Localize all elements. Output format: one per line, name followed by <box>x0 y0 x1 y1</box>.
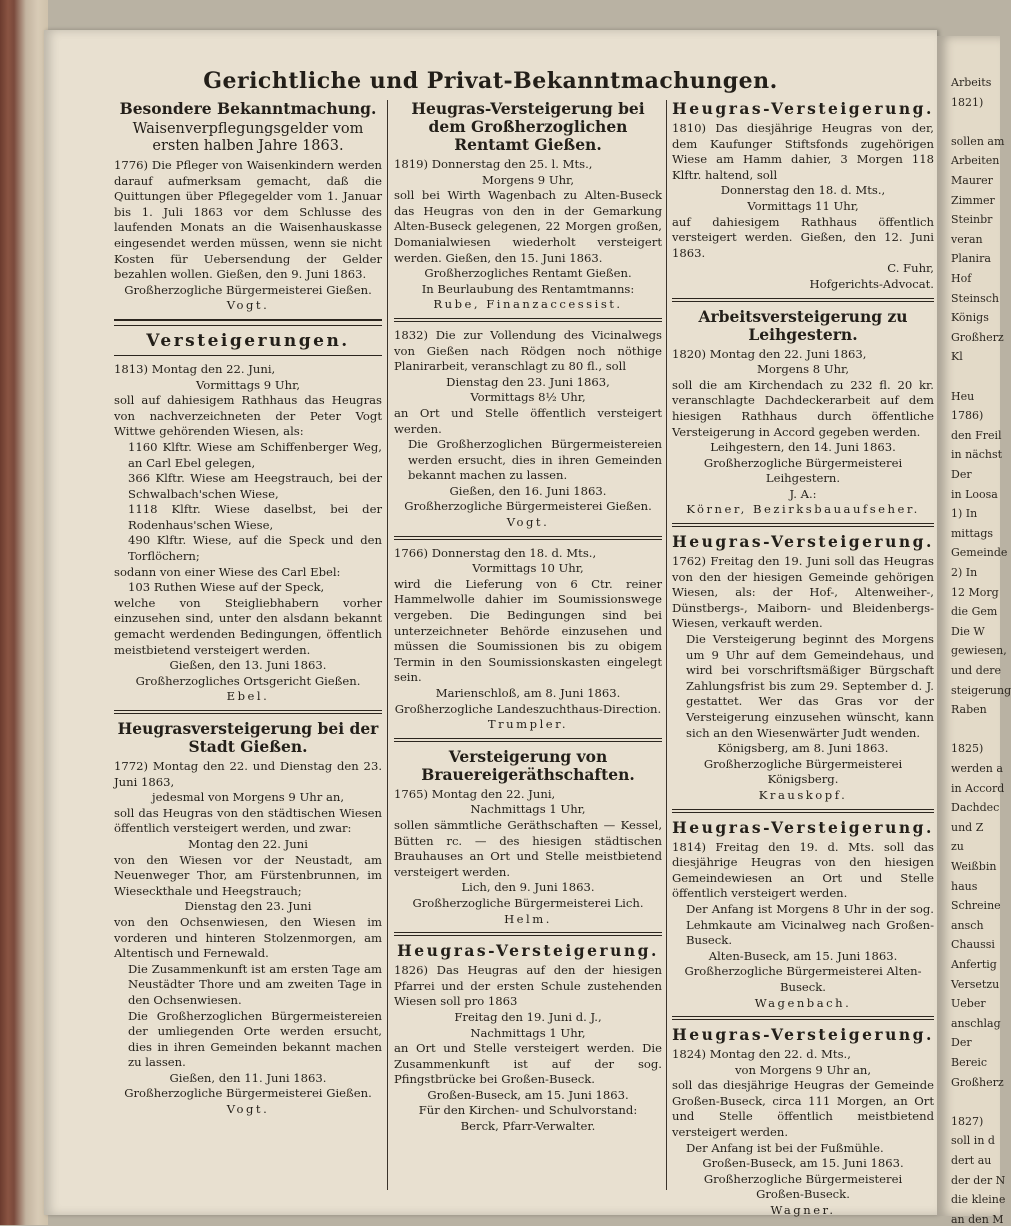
section-rule <box>394 932 662 936</box>
notice-line: Der Anfang ist Morgens 8 Uhr in der sog. Lehmkaute am Vicinalweg nach Großen-Buseck. <box>686 901 934 948</box>
notice-line: Der Anfang ist bei der Fußmühle. <box>686 1140 884 1155</box>
book-binding <box>0 0 48 1225</box>
notice-line: Morgens 8 Uhr, <box>756 362 850 377</box>
notice-signature: Großherzogliche Bürgermeisterei Gießen. <box>124 282 372 297</box>
column-1 <box>114 98 382 1121</box>
notice-line: von den Wiesen vor der Neustadt, am Neuenweger Thor, am Fürstenbrunnen, im Wieseckthale und Heegstrauch; <box>114 852 382 898</box>
notice-line: Dienstag den 23. Juni 1863, <box>446 374 610 389</box>
notice-line: sollen sämmtliche Geräthschaften — Kessel, Bütten rc. — des hiesigen städtischen Brauhauses an Ort und Stelle meistbietend versteigert werden. <box>394 817 662 879</box>
next-page-text: Ueber <box>951 997 986 1011</box>
notice-signature-name: Vogt. <box>506 515 550 530</box>
notice-line: welche von Steigliebhabern vorher einzusehen sind, unter den alsdann bekannt gemacht werdenden Bedingungen, öffentlich meistbietend versteigert werden. <box>114 595 382 657</box>
notice-line: auf dahiesigem Rathhaus öffentlich versteigert werden. Gießen, den 12. Juni 1863. <box>672 214 934 260</box>
next-page-text: den Freil <box>951 428 1002 442</box>
notice-line: an Ort und Stelle versteigert werden. Die Zusammenkunft ist auf der sog. Pfingstbrücke bei Großen-Buseck. <box>394 1041 662 1087</box>
notice-heading: Heugrasversteigerung bei der Stadt Gießen. <box>117 719 379 756</box>
next-page-text: Großherz <box>951 330 1004 344</box>
next-page-text: Kl <box>951 350 963 364</box>
notice-text: 1776) Die Pfleger von Waisenkindern werden darauf aufmerksam gemacht, daß die Quittungen über Pflegegelder vom 1. Januar bis 1. Juli 1863 vor dem Schlusse des laufenden Monats an die Waisenhauskasse eingesendet werden müssen, wenn sie nicht Kosten für Uebersendung der Gelder bezahlen wollen. Gießen, den 9. Juni 1863. <box>114 158 382 282</box>
notice-date: Königsberg, am 8. Juni 1863. <box>717 741 889 756</box>
notice-line: 1772) Montag den 22. und Dienstag den 23. Juni 1863, <box>114 759 382 789</box>
column-2 <box>394 98 662 1138</box>
notice-line: Die Versteigerung beginnt des Morgens um 9 Uhr auf dem Gemeindehaus, und wird bei vorschriftsmäßiger Bürgschaft Zahlungsfrist bis zum 29. September d. J. gestattet. Wer das Gras vor der Versteigerung einzusehen wünscht, kann sich an den Wiesenwärter Judt wenden. <box>686 632 934 740</box>
notice-signature-name: Vogt. <box>226 298 270 313</box>
section-rule <box>114 710 382 714</box>
next-page-text: an den M <box>951 1212 1004 1226</box>
section-rule <box>114 319 382 326</box>
notice-line: 1819) Donnerstag den 25. l. Mts., <box>394 157 593 171</box>
notice-item: 490 Klftr. Wiese, auf die Speck und den Torflöchern; <box>128 533 382 564</box>
notice-item: 1160 Klftr. Wiese am Schiffenberger Weg, an Carl Ebel gelegen, <box>128 439 382 470</box>
notice-grossen-buseck <box>672 1026 934 1219</box>
next-page-text: die Gem <box>951 605 998 619</box>
next-page-text: Arbeiten <box>951 154 1000 168</box>
notice-line: soll auf dahiesigem Rathhaus das Heugras von nachverzeichneten der Peter Vogt Wittwe gehörenden Wiesen, als: <box>114 393 382 439</box>
next-page-text: Königs <box>951 311 989 325</box>
notice-heading: Heugras-Versteigerung. <box>672 99 934 118</box>
next-page-text: Bereic <box>951 1056 988 1069</box>
next-page-text: veran <box>951 232 983 246</box>
notice-signature-name: Vogt. <box>226 1102 270 1117</box>
notice-line: an Ort und Stelle öffentlich versteigert werden. <box>394 405 662 436</box>
notice-item: 1118 Klftr. Wiese daselbst, bei der Rodenhaus'schen Wiese, <box>128 502 382 532</box>
next-page-text: Der <box>951 1036 972 1050</box>
notice-date: Gießen, den 13. Juni 1863. <box>169 658 327 673</box>
next-page-text: in nächst <box>951 448 1003 462</box>
notice-line: Morgens 9 Uhr, <box>481 172 575 187</box>
next-page-text: 12 Morg <box>951 585 999 599</box>
next-page-text: dert au <box>951 1154 992 1167</box>
page-title: Gerichtliche und Privat-Bekanntmachungen. <box>203 68 778 94</box>
notice-signature: J. A.: <box>789 486 817 501</box>
next-page-text: Hof <box>951 272 972 285</box>
notice-signature: Großen-Buseck. <box>756 1187 850 1202</box>
notice-brauerei <box>394 748 662 927</box>
notice-signature-name: Wagner. <box>770 1203 836 1218</box>
next-page-text: Großherz <box>951 1075 1004 1089</box>
notice-line: wird die Lieferung von 6 Ctr. reiner Hammelwolle dahier im Soumissionswege vergeben. Die Bedingungen sind bei unterzeichneter Behörde einzusehen und müssen die Soumissionen bis zu obigem Termin in den Soumissionskasten eingelegt sein. <box>394 576 662 685</box>
notice-line: Dienstag den 23. Juni <box>184 899 312 914</box>
next-page-text: Schreine <box>951 899 1001 913</box>
notice-line: 1810) Das diesjährige Heugras von der, dem Kaufunger Stiftsfonds zugehörigen Wiese am Hamm dahier, 3 Morgen 118 Klftr. haltend, soll <box>672 121 934 182</box>
notice-signature: Großherzogliche Bürgermeisterei Alten-Buseck. <box>684 964 922 994</box>
notice-pfarrei <box>394 942 662 1135</box>
notice-line: von Morgens 9 Uhr an, <box>734 1062 872 1077</box>
column-divider <box>387 100 388 1190</box>
notice-waisen <box>114 100 382 314</box>
next-page-text: gewiesen, <box>951 644 1007 658</box>
notice-line: von den Ochsenwiesen, den Wiesen im vorderen und hinteren Stolzenmorgen, am Altentisch und Fernewald. <box>114 914 382 961</box>
next-page-text: Arbeits <box>951 76 992 89</box>
next-page-text: Dachdec <box>951 801 1000 815</box>
next-page-text: Planira <box>951 252 991 266</box>
notice-line: Die Großherzoglichen Bürgermeistereien der umliegenden Orte werden ersucht, dies in ihren Gemeinden bekannt machen zu lassen. <box>128 1008 382 1070</box>
notice-line: Die Großherzoglichen Bürgermeistereien werden ersucht, dies in ihren Gemeinden bekannt machen zu lassen. <box>408 437 662 483</box>
notice-signature: Großherzogliche Bürgermeisterei Königsberg. <box>703 756 903 787</box>
next-page-text: 1827) <box>951 1114 984 1128</box>
notice-koenigsberg <box>672 533 934 804</box>
notice-line: Vormittags 8½ Uhr, <box>470 390 586 405</box>
notice-item: 103 Ruthen Wiese auf der Speck, <box>128 580 325 595</box>
notice-signature: Großherzogliche Bürgermeisterei Gießen. <box>124 1086 372 1101</box>
notice-date: Gießen, den 16. Juni 1863. <box>449 483 607 498</box>
notice-line: 1814) Freitag den 19. d. Mts. soll das diesjährige Heugras von den hiesigen Gemeindewiesen an Ort und Stelle öffentlich versteigert werden. <box>672 839 934 901</box>
next-page-text: sollen am <box>951 134 1005 148</box>
notice-line: Freitag den 19. Juni d. J., <box>454 1009 602 1024</box>
notice-signature: Großherzogliche Bürgermeisterei Gießen. <box>404 499 652 514</box>
notice-kaufunger <box>672 100 934 293</box>
notice-signature: In Beurlaubung des Rentamtmanns: <box>421 281 635 296</box>
notice-signature-name: Rube, Finanzaccessist. <box>433 297 623 312</box>
next-page-text: Zimmer <box>951 193 995 207</box>
next-page-text: mittags <box>951 526 994 540</box>
next-page-text: 1825) <box>951 742 984 756</box>
section-rule <box>672 809 934 813</box>
notice-line: Donnerstag den 18. d. Mts., <box>720 183 886 198</box>
notice-heading: Heugras-Versteigerung bei dem Großherzoglichen Rentamt Gießen. <box>411 99 645 154</box>
notice-line: soll die am Kirchendach zu 232 fl. 20 kr. veranschlagte Dachdeckerarbeit auf dem hiesigen Rathhaus durch öffentliche Versteigerung in Accord gegeben werden. <box>672 377 934 439</box>
notice-heading: Arbeitsversteigerung zu Leihgestern. <box>698 306 908 344</box>
next-page-text: zu <box>951 840 964 854</box>
notice-signature: Großherzogliche Bürgermeisterei Lich. <box>412 895 644 910</box>
next-page-text: in Accord <box>951 781 1005 795</box>
notice-heading: Heugras-Versteigerung. <box>672 1025 934 1045</box>
notice-signature-name: Krauskopf. <box>758 787 848 802</box>
next-page-text: Maurer <box>951 174 993 187</box>
notice-line: 1813) Montag den 22. Juni, <box>114 361 276 376</box>
notice-date: Leihgestern, den 14. Juni 1863. <box>710 440 896 455</box>
section-rule <box>672 523 934 527</box>
next-page-text: werden a <box>951 762 1003 775</box>
next-page-text: 1) In <box>951 507 978 521</box>
notice-signature: Großherzogliche Bürgermeisterei Leihgestern. <box>703 455 903 486</box>
next-page-text: ansch <box>951 918 984 932</box>
next-page-text: Raben <box>951 703 987 717</box>
section-rule <box>672 298 934 302</box>
notice-date: Lich, den 9. Juni 1863. <box>461 880 595 895</box>
notice-heading: Heugras-Versteigerung. <box>672 532 934 552</box>
notice-heading: Heugras-Versteigerung. <box>672 817 934 837</box>
notice-signature-name: Trumpler. <box>487 717 569 732</box>
next-page-text: 1786) <box>951 409 984 423</box>
notice-alten-buseck <box>672 819 934 1012</box>
notice-line: Nachmittags 1 Uhr, <box>470 802 586 817</box>
notice-line: 1766) Donnerstag den 18. d. Mts., <box>394 545 597 560</box>
next-page-text: Chaussi <box>951 938 995 952</box>
next-page-text: Der <box>951 468 972 481</box>
next-page-text: steigerung <box>951 683 1011 697</box>
notice-signature-name: Körner, Bezirksbauaufseher. <box>686 502 920 517</box>
notice-line: 1762) Freitag den 19. Juni soll das Heugras von den der hiesigen Gemeinde gehörigen Wiesen, als: der Hof-, Altenweiher-, Dünstbergs-, Maiborn- und Bleidenbergs-Wiesen, verkauft werden. <box>672 554 934 631</box>
notice-line: sodann von einer Wiese des Carl Ebel: <box>114 564 341 579</box>
section-rule <box>394 738 662 742</box>
notice-line: 1765) Montag den 22. Juni, <box>394 786 556 801</box>
notice-line: Montag den 22. Juni <box>188 836 308 851</box>
notice-signature-name: C. Fuhr, <box>887 261 934 276</box>
notice-signature-name: Wagenbach. <box>754 995 852 1010</box>
next-page-text: anschlag <box>951 1016 1001 1030</box>
notice-leihgestern <box>672 308 934 519</box>
notice-line: Die Zusammenkunft ist am ersten Tage am Neustädter Thore und am zweiten Tage in den Ochsenwiesen. <box>128 961 382 1007</box>
notice-date: Alten-Buseck, am 15. Juni 1863. <box>708 948 898 963</box>
notice-signature: Großherzogliche Bürgermeisterei <box>703 1171 903 1186</box>
notice-date: Gießen, den 11. Juni 1863. <box>169 1070 327 1085</box>
next-page-text: Versetzu <box>951 977 1000 991</box>
notice-line: 1824) Montag den 22. d. Mts., <box>672 1047 851 1062</box>
notice-line: jedesmal von Morgens 9 Uhr an, <box>151 790 345 805</box>
next-page-text: und Z <box>951 820 984 834</box>
notice-subheading: Waisenverpflegungsgelder vom ersten halben Jahre 1863. <box>132 121 364 154</box>
notice-stadt-giessen <box>114 720 382 1118</box>
next-page-text: Gemeinde <box>951 546 1008 560</box>
notice-line: soll das Heugras von den städtischen Wiesen öffentlich versteigert werden, und zwar: <box>114 805 382 836</box>
notice-signature: Hofgerichts-Advocat. <box>809 276 934 291</box>
next-page-text: Steinbr <box>951 213 993 227</box>
notice-date: Großen-Buseck, am 15. Juni 1863. <box>702 1156 904 1171</box>
notice-signature: Für den Kirchen- und Schulvorstand: <box>418 1103 638 1118</box>
notice-signature: Großherzogliches Ortsgericht Gießen. <box>135 673 361 688</box>
notice-item: 366 Klftr. Wiese am Heegstrauch, bei der Schwalbach'schen Wiese, <box>128 471 382 501</box>
notice-date: Marienschloß, am 8. Juni 1863. <box>435 686 621 700</box>
next-page-text: die kleine <box>951 1193 1006 1207</box>
notice-signature-name: Berck, Pfarr-Verwalter. <box>460 1119 596 1134</box>
notice-line: 1820) Montag den 22. Juni 1863, <box>672 346 867 361</box>
next-page-text: und dere <box>951 664 1002 677</box>
section-rule <box>394 536 662 540</box>
next-page-text: haus <box>951 879 978 893</box>
notice-line: 1826) Das Heugras auf den der hiesigen Pfarrei und der ersten Schule zustehenden Wiesen soll pro 1863 <box>394 963 662 1009</box>
notice-signature: Großherzogliches Rentamt Gießen. <box>424 266 632 281</box>
column-3 <box>672 98 934 1222</box>
notice-line: Vormittags 10 Uhr, <box>472 561 584 576</box>
notice-rentamt <box>394 100 662 313</box>
notice-heading: Heugras-Versteigerung. <box>397 941 659 961</box>
notice-heading: Versteigerung von Brauereigeräthschaften. <box>421 746 635 784</box>
notice-line: Vormittags 9 Uhr, <box>195 377 301 392</box>
column-divider <box>666 100 667 1190</box>
next-page-text: Die W <box>951 624 985 638</box>
section-rule <box>394 318 662 322</box>
next-page-text: Anfertig <box>951 958 997 971</box>
section-heading: Versteigerungen. <box>146 330 350 351</box>
notice-signature-name: Helm. <box>504 911 552 926</box>
next-page-text: der der N <box>951 1173 1006 1187</box>
next-page-text: 1821) <box>951 95 984 109</box>
notice-heading: Besondere Bekanntmachung. <box>119 99 377 118</box>
section-rule <box>672 1016 934 1020</box>
notice-versteigerungen <box>114 332 382 705</box>
notice-line: soll bei Wirth Wagenbach zu Alten-Buseck das Heugras von den in der Gemarkung Alten-Buseck gelegenen, 22 Morgen großen, Domanialwiesen wiederholt versteigert werden. Gießen, den 15. Juni 1863. <box>394 188 662 265</box>
next-page-text: Steinsch <box>951 291 999 305</box>
notice-hammelwolle <box>394 546 662 733</box>
notice-signature: Großherzogliche Landeszuchthaus-Direction. <box>394 701 662 716</box>
notice-line: Vormittags 11 Uhr, <box>747 198 859 213</box>
notice-line: 1832) Die zur Vollendung des Vicinalwegs von Gießen nach Rödgen noch nöthige Planirarbeit, veranschlagt zu 80 fl., soll <box>394 327 662 374</box>
notice-line: Nachmittags 1 Uhr, <box>470 1025 586 1040</box>
next-page-text: Heu <box>951 389 975 403</box>
next-page-text: in Loosa <box>951 487 998 501</box>
next-page-text: 2) In <box>951 566 978 579</box>
next-page-text: Weißbin <box>951 860 997 873</box>
next-page-fragment <box>937 36 1011 1226</box>
notice-signature-name: Ebel. <box>226 689 270 704</box>
notice-vicinalweg <box>394 328 662 531</box>
notice-date: Großen-Buseck, am 15. Juni 1863. <box>427 1087 629 1102</box>
notice-line: soll das diesjährige Heugras der Gemeinde Großen-Buseck, circa 111 Morgen, an Ort und Stelle öffentlich meistbietend versteigert werden. <box>672 1078 934 1140</box>
next-page-text: soll in d <box>951 1134 995 1148</box>
heading-rule <box>114 355 382 356</box>
